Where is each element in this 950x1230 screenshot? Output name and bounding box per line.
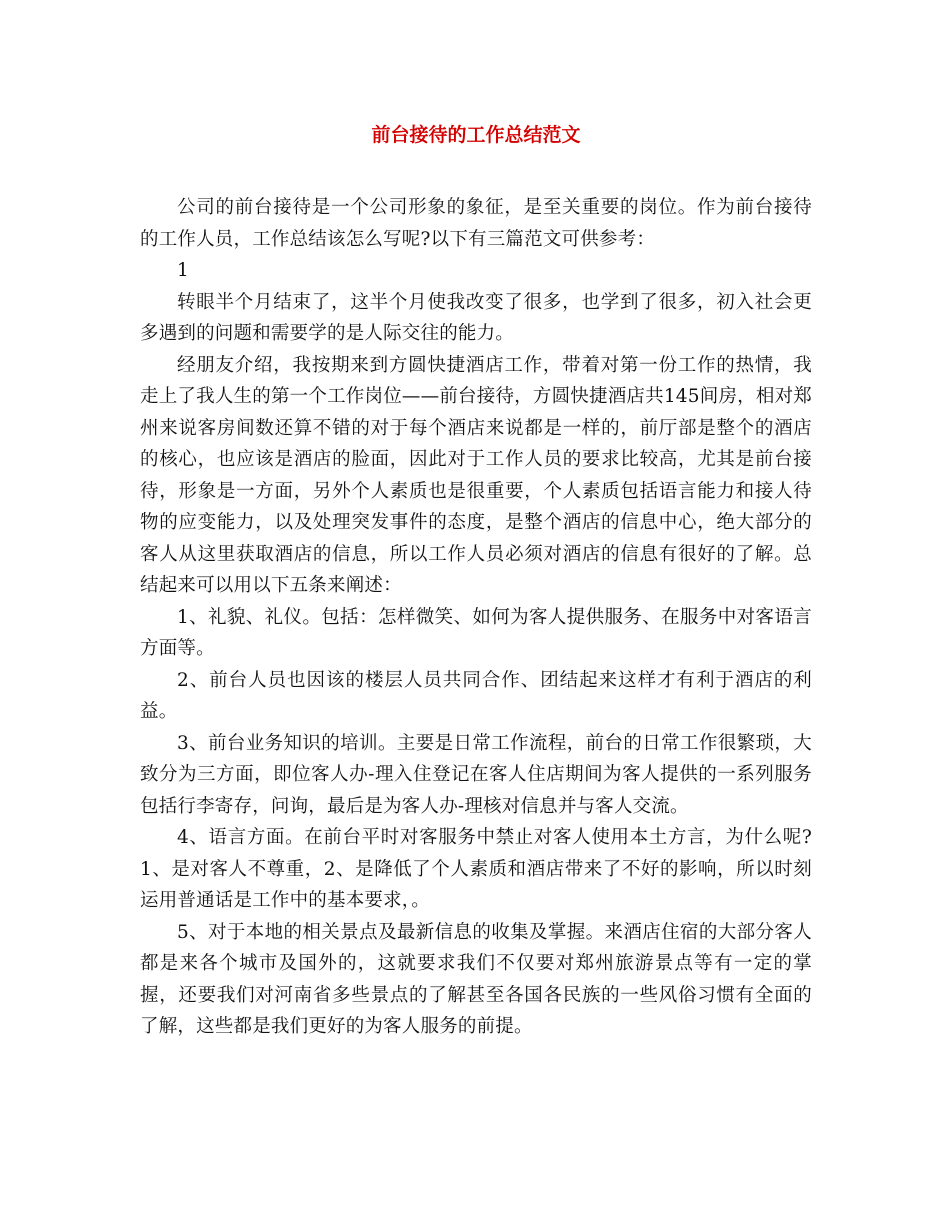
paragraph-intro: 公司的前台接待是一个公司形象的象征，是至关重要的岗位。作为前台接待的工作人员，工作总结该怎么写呢?以下有三篇范文可供参考： [140, 197, 812, 250]
paragraph-section-number: 1 [177, 260, 189, 281]
paragraph-point-1: 1、礼貌、礼仪。包括：怎样微笑、如何为客人提供服务、在服务中对客语言方面等。 [140, 606, 812, 659]
paragraph-point-4: 4、语言方面。在前台平时对客服务中禁止对客人使用本土方言，为什么呢?1、是对客人不尊重，2、是降低了个人素质和酒店带来了不好的影响，所以时刻运用普通话是工作中的基本要求，。 [140, 827, 812, 911]
document-page [140, 120, 812, 1043]
paragraph-point-5: 5、对于本地的相关景点及最新信息的收集及掌握。来酒店住宿的大部分客人都是来各个城市及国外的，这就要求我们不仅要对郑州旅游景点等有一定的掌握，还要我们对河南省多些景点的了解甚至各国各民族的一些风俗习惯有全面的了解，这些都是我们更好的为客人服务的前提。 [140, 921, 812, 1037]
paragraph-opening: 转眼半个月结束了，这半个月使我改变了很多，也学到了很多，初入社会更多遇到的问题和需要学的是人际交往的能力。 [140, 291, 812, 344]
document-title: 前台接待的工作总结范文 [371, 124, 581, 146]
paragraph-point-3: 3、前台业务知识的培训。主要是日常工作流程，前台的日常工作很繁琐，大致分为三方面，即位客人办-理入住登记在客人住店期间为客人提供的一系列服务包括行李寄存，问询，最后是为客人办-理核对信息并与客人交流。 [140, 732, 812, 817]
paragraph-hotel-intro: 经朋友介绍，我按期来到方圆快捷酒店工作，带着对第一份工作的热情，我走上了我人生的第一个工作岗位——前台接待，方圆快捷酒店共145间房，相对郑州来说客房间数还算不错的对于每个酒店来说都是一样的，前厅部是整个的酒店的核心，也应该是酒店的脸面，因此对于工作人员的要求比较高，尤其是前台接待，形象是一方面，另外个人素质也是很重要，个人素质包括语言能力和接人待物的应变能力，以及处理突发事件的态度，是整个酒店的信息中心，绝大部分的客人从这里获取酒店的信息，所以工作人员必须对酒店的信息有很好的了解。总结起来可以用以下五条来阐述： [140, 354, 812, 596]
paragraph-point-2: 2、前台人员也因该的楼层人员共同合作、团结起来这样才有利于酒店的利益。 [140, 669, 812, 722]
